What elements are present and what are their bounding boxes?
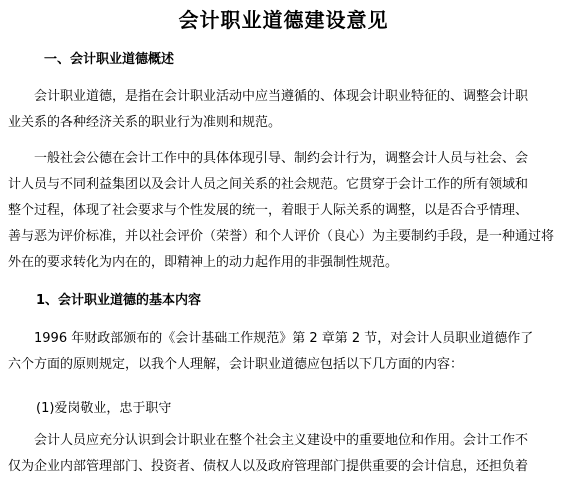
paragraph-line: 善与恶为评价标准，并以社会评价（荣誉）和个人评价（良心）为主要制约手段，是一种通过将 — [8, 229, 555, 244]
section-heading-overview: 一、会计职业道德概述 — [44, 52, 175, 67]
subheading-dedication: (1)爱岗敬业，忠于职守 — [36, 401, 172, 416]
paragraph-line: 计人员与不同利益集团以及会计人员之间关系的社会规范。它贯穿于会计工作的所有领域和 — [8, 177, 529, 192]
paragraph-definition — [8, 84, 561, 136]
paragraph-line: 会计职业道德，是指在会计职业活动中应当遵循的、体现会计职业特征的、调整会计职 — [8, 89, 529, 104]
section-heading-basic-content: 1、会计职业道德的基本内容 — [36, 293, 202, 308]
paragraph-social-morality — [8, 146, 561, 276]
paragraph-line: 1996 年财政部颁布的《会计基础工作规范》第 2 章第 2 节，对会计人员职业道德作了 — [8, 331, 534, 346]
paragraph-regulation — [8, 326, 561, 378]
paragraph-line: 仅为企业内部管理部门、投资者、债权人以及政府管理部门提供重要的会计信息，还担负着 — [8, 459, 529, 474]
paragraph-line: 整个过程，体现了社会要求与个性发展的统一，着眼于人际关系的调整，以是否合乎情理、 — [8, 203, 529, 218]
paragraph-line: 六个方面的原则规定，以我个人理解，会计职业道德应包括以下几方面的内容： — [8, 357, 464, 372]
paragraph-line: 会计人员应充分认识到会计职业在整个社会主义建设中的重要地位和作用。会计工作不 — [8, 433, 529, 448]
paragraph-importance — [8, 428, 561, 480]
paragraph-line: 业关系的各种经济关系的职业行为准则和规范。 — [8, 115, 282, 130]
document-title: 会计职业道德建设意见 — [178, 8, 389, 32]
paragraph-line: 外在的要求转化为内在的，即精神上的动力起作用的非强制性规范。 — [8, 255, 399, 270]
paragraph-line: 一般社会公德在会计工作中的具体体现引导、制约会计行为，调整会计人员与社会、会 — [8, 151, 529, 166]
